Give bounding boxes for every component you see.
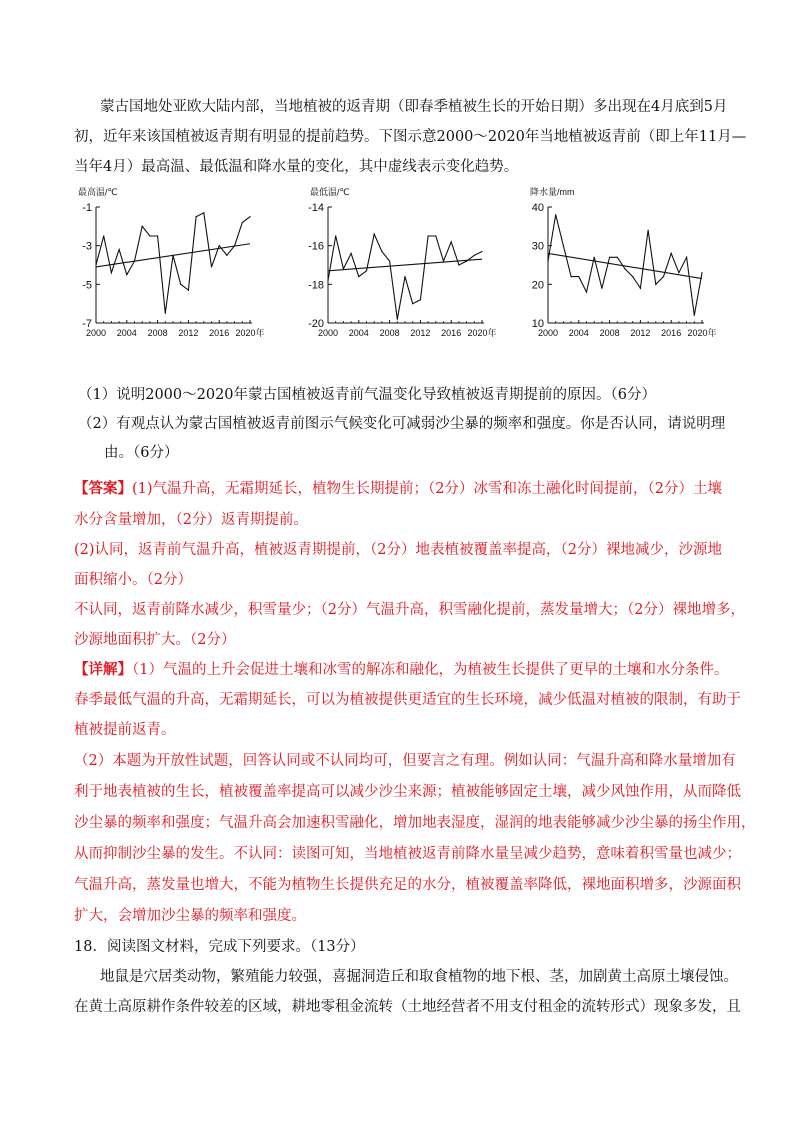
data-point [157,235,158,236]
data-point [412,303,413,304]
y-tick-label: -14 [308,202,324,214]
data-point [211,266,212,267]
data-point [111,272,112,273]
data-point [586,291,587,292]
x-tick-label: 2012 [630,328,651,338]
x-tick-label: 2000 [537,328,559,338]
data-point [632,276,633,277]
x-tick-label: 2004 [348,328,369,338]
data-point [95,264,96,265]
data-point [196,216,197,217]
intro-line-1: 蒙古国地处亚欧大陆内部，当地植被的返青期（即春季植被生长的开始日期）多出现在4月底到5月 [100,99,728,115]
x-tick-label: 2008 [379,328,400,338]
y-tick-label: -20 [308,318,324,330]
detail-line-7: 从而抑制沙尘暴的发生。不认同：读图可知，当地植被返青前降水量呈减少趋势，意味着积雪量也减少； [74,846,741,862]
series-line [548,215,702,316]
data-point [694,315,695,316]
data-point [126,274,127,275]
data-point [366,270,367,271]
min-temp-chart [302,183,517,347]
x-tick-label: 2000 [85,328,107,338]
x-tick-label: 2020年 [687,328,717,338]
answer-line-4: 面积缩小。（2分） [74,572,192,588]
question-2-line-2: 由。（6分） [104,445,179,461]
data-point [420,299,421,300]
x-tick-label: 2016 [661,328,682,338]
data-point [678,272,679,273]
precipitation-chart [522,183,737,347]
data-point [142,226,143,227]
data-point [648,230,649,231]
data-point [397,319,398,320]
detail-line-2: 春季最低气温的升高，无霜期延长，可以为植被提供更适宜的生长环境，减少低温对植被的限制，有助于 [74,692,741,708]
y-tick-label: -3 [82,240,92,253]
x-tick-label: 2020年 [467,328,497,338]
detail-line-5: 利于地表植被的生长，植被覆盖率提高可以减少沙尘来源；植被能够固定土壤，减少风蚀作用，从而降低 [74,784,741,800]
data-point [119,249,120,250]
data-point [428,235,429,236]
data-point [594,257,595,258]
chart-svg [70,183,285,343]
data-point [404,276,405,277]
data-point [601,288,602,289]
data-point [389,261,390,262]
data-point [547,261,548,262]
x-tick-label: 2016 [441,328,462,338]
data-point [474,255,475,256]
q18-line-2: 在黄土高原耕作条件较差的区域，耕地零租金流转（土地经营者不用支付租金的流转形式）现象多发，且 [74,999,741,1015]
climate-charts [70,183,750,343]
x-tick-label: 2012 [178,328,199,338]
answer-text-1: (1)气温升高，无霜期延长，植物生长期提前；（2分）冰雪和冻土融化时间提前，（2分）土壤 [132,481,722,497]
question-1: （1）说明2000～2020年蒙古国植被返青前气温变化导致植被返青期提前的原因。（6分） [78,387,657,403]
x-tick-label: 2012 [410,328,431,338]
y-tick-label: 30 [531,240,544,253]
data-point [226,255,227,256]
data-point [458,264,459,265]
answer-tag: 【答案】 [74,480,132,497]
data-point [327,280,328,281]
answer-line-2: 水分含量增加，（2分）返青期提前。 [74,512,308,528]
data-point [180,284,181,285]
x-tick-label: 2000 [317,328,339,338]
y-tick-label: -1 [82,202,92,214]
detail-line-9: 扩大，会增加沙尘暴的频率和强度。 [74,908,306,924]
answer-line-1 [74,479,722,499]
data-point [578,276,579,277]
y-tick-label: -7 [82,318,92,330]
y-tick-label: -5 [82,279,92,292]
answer-line-5: 不认同，返青前降水减少，积雪量少；（2分）气温升高，积雪融化提前，蒸发量增大；（2分）裸地增多， [74,602,745,618]
q18-line-1: 地鼠是穴居类动物，繁殖能力较强，喜掘洞造丘和取食植物的地下根、茎，加剧黄土高原土壤侵蚀。 [100,969,738,985]
x-tick-label: 2004 [568,328,589,338]
data-point [640,288,641,289]
y-axis-label: 最高温/℃ [78,187,118,197]
data-point [435,235,436,236]
data-point [624,268,625,269]
answer-line-3: (2)认同，返青前气温升高，植被返青期提前，（2分）地表植被覆盖率提高，（2分）裸地减少，沙源地 [74,542,722,558]
detail-line-4: （2）本题为开放性试题，回答认同或不认同均可，但要言之有理。例如认同：气温升高和降水量增加有 [74,753,736,769]
data-point [219,245,220,246]
detail-line-1 [74,660,728,680]
data-point [351,253,352,254]
data-point [555,214,556,215]
data-point [335,235,336,236]
data-point [563,245,564,246]
question-2-line-1: （2）有观点认为蒙古国植被返青前图示气候变化可减弱沙尘暴的频率和强度。你是否认同，请说明理 [78,416,726,432]
x-tick-label: 2008 [147,328,168,338]
x-tick-label: 2004 [116,328,137,338]
chart-svg [522,183,737,343]
max-temp-chart [70,183,285,347]
detail-text-1: （1）气温的上升会促进土壤和冰雪的解冻和融化，为植被生长提供了更早的土壤和水分条件。 [132,662,729,678]
detail-line-8: 气温升高，蒸发量也增大，不能为植物生长提供充足的水分，植被覆盖率降低，裸地面积增多，沙源面积 [74,877,741,893]
data-point [571,276,572,277]
data-point [686,257,687,258]
data-point [481,251,482,252]
data-point [617,257,618,258]
y-tick-label: -18 [308,279,324,292]
data-point [203,212,204,213]
detail-line-6: 沙尘暴的频率和强度；气温升高会加速积雪融化，增加地表湿度，湿润的地表能够减少沙尘暴的扬尘作用， [74,815,756,831]
data-point [249,216,250,217]
chart-svg [302,183,517,343]
data-point [242,222,243,223]
y-tick-label: -16 [308,240,324,253]
data-point [663,276,664,277]
data-point [149,235,150,236]
data-point [103,235,104,236]
q18-title: 18．阅读图文材料，完成下列要求。（13分） [74,939,365,955]
data-point [451,241,452,242]
data-point [358,276,359,277]
y-tick-label: 40 [531,202,544,214]
data-point [609,257,610,258]
detail-line-3: 植被提前返青。 [74,722,176,738]
data-point [374,233,375,234]
intro-line-2: 初，近年来该国植被返青期有明显的提前趋势。下图示意2000～2020年当地植被返青前（即上年11月— [74,129,747,145]
y-axis-label: 最低温/℃ [310,187,350,197]
x-tick-label: 2016 [209,328,230,338]
data-point [671,253,672,254]
answer-line-6: 沙源地面积扩大。（2分） [74,632,236,648]
data-point [188,290,189,291]
data-point [655,284,656,285]
data-point [165,313,166,314]
y-tick-label: 20 [531,279,544,292]
y-tick-label: 10 [531,318,544,330]
y-axis-label: 降水量/mm [530,187,575,197]
x-tick-label: 2020年 [235,328,265,338]
data-point [701,272,702,273]
intro-line-3: 当年4月）最高温、最低温和降水量的变化，其中虚线表示变化趋势。 [74,159,519,175]
detail-tag: 【详解】 [74,661,132,678]
x-tick-label: 2008 [599,328,620,338]
data-point [381,251,382,252]
